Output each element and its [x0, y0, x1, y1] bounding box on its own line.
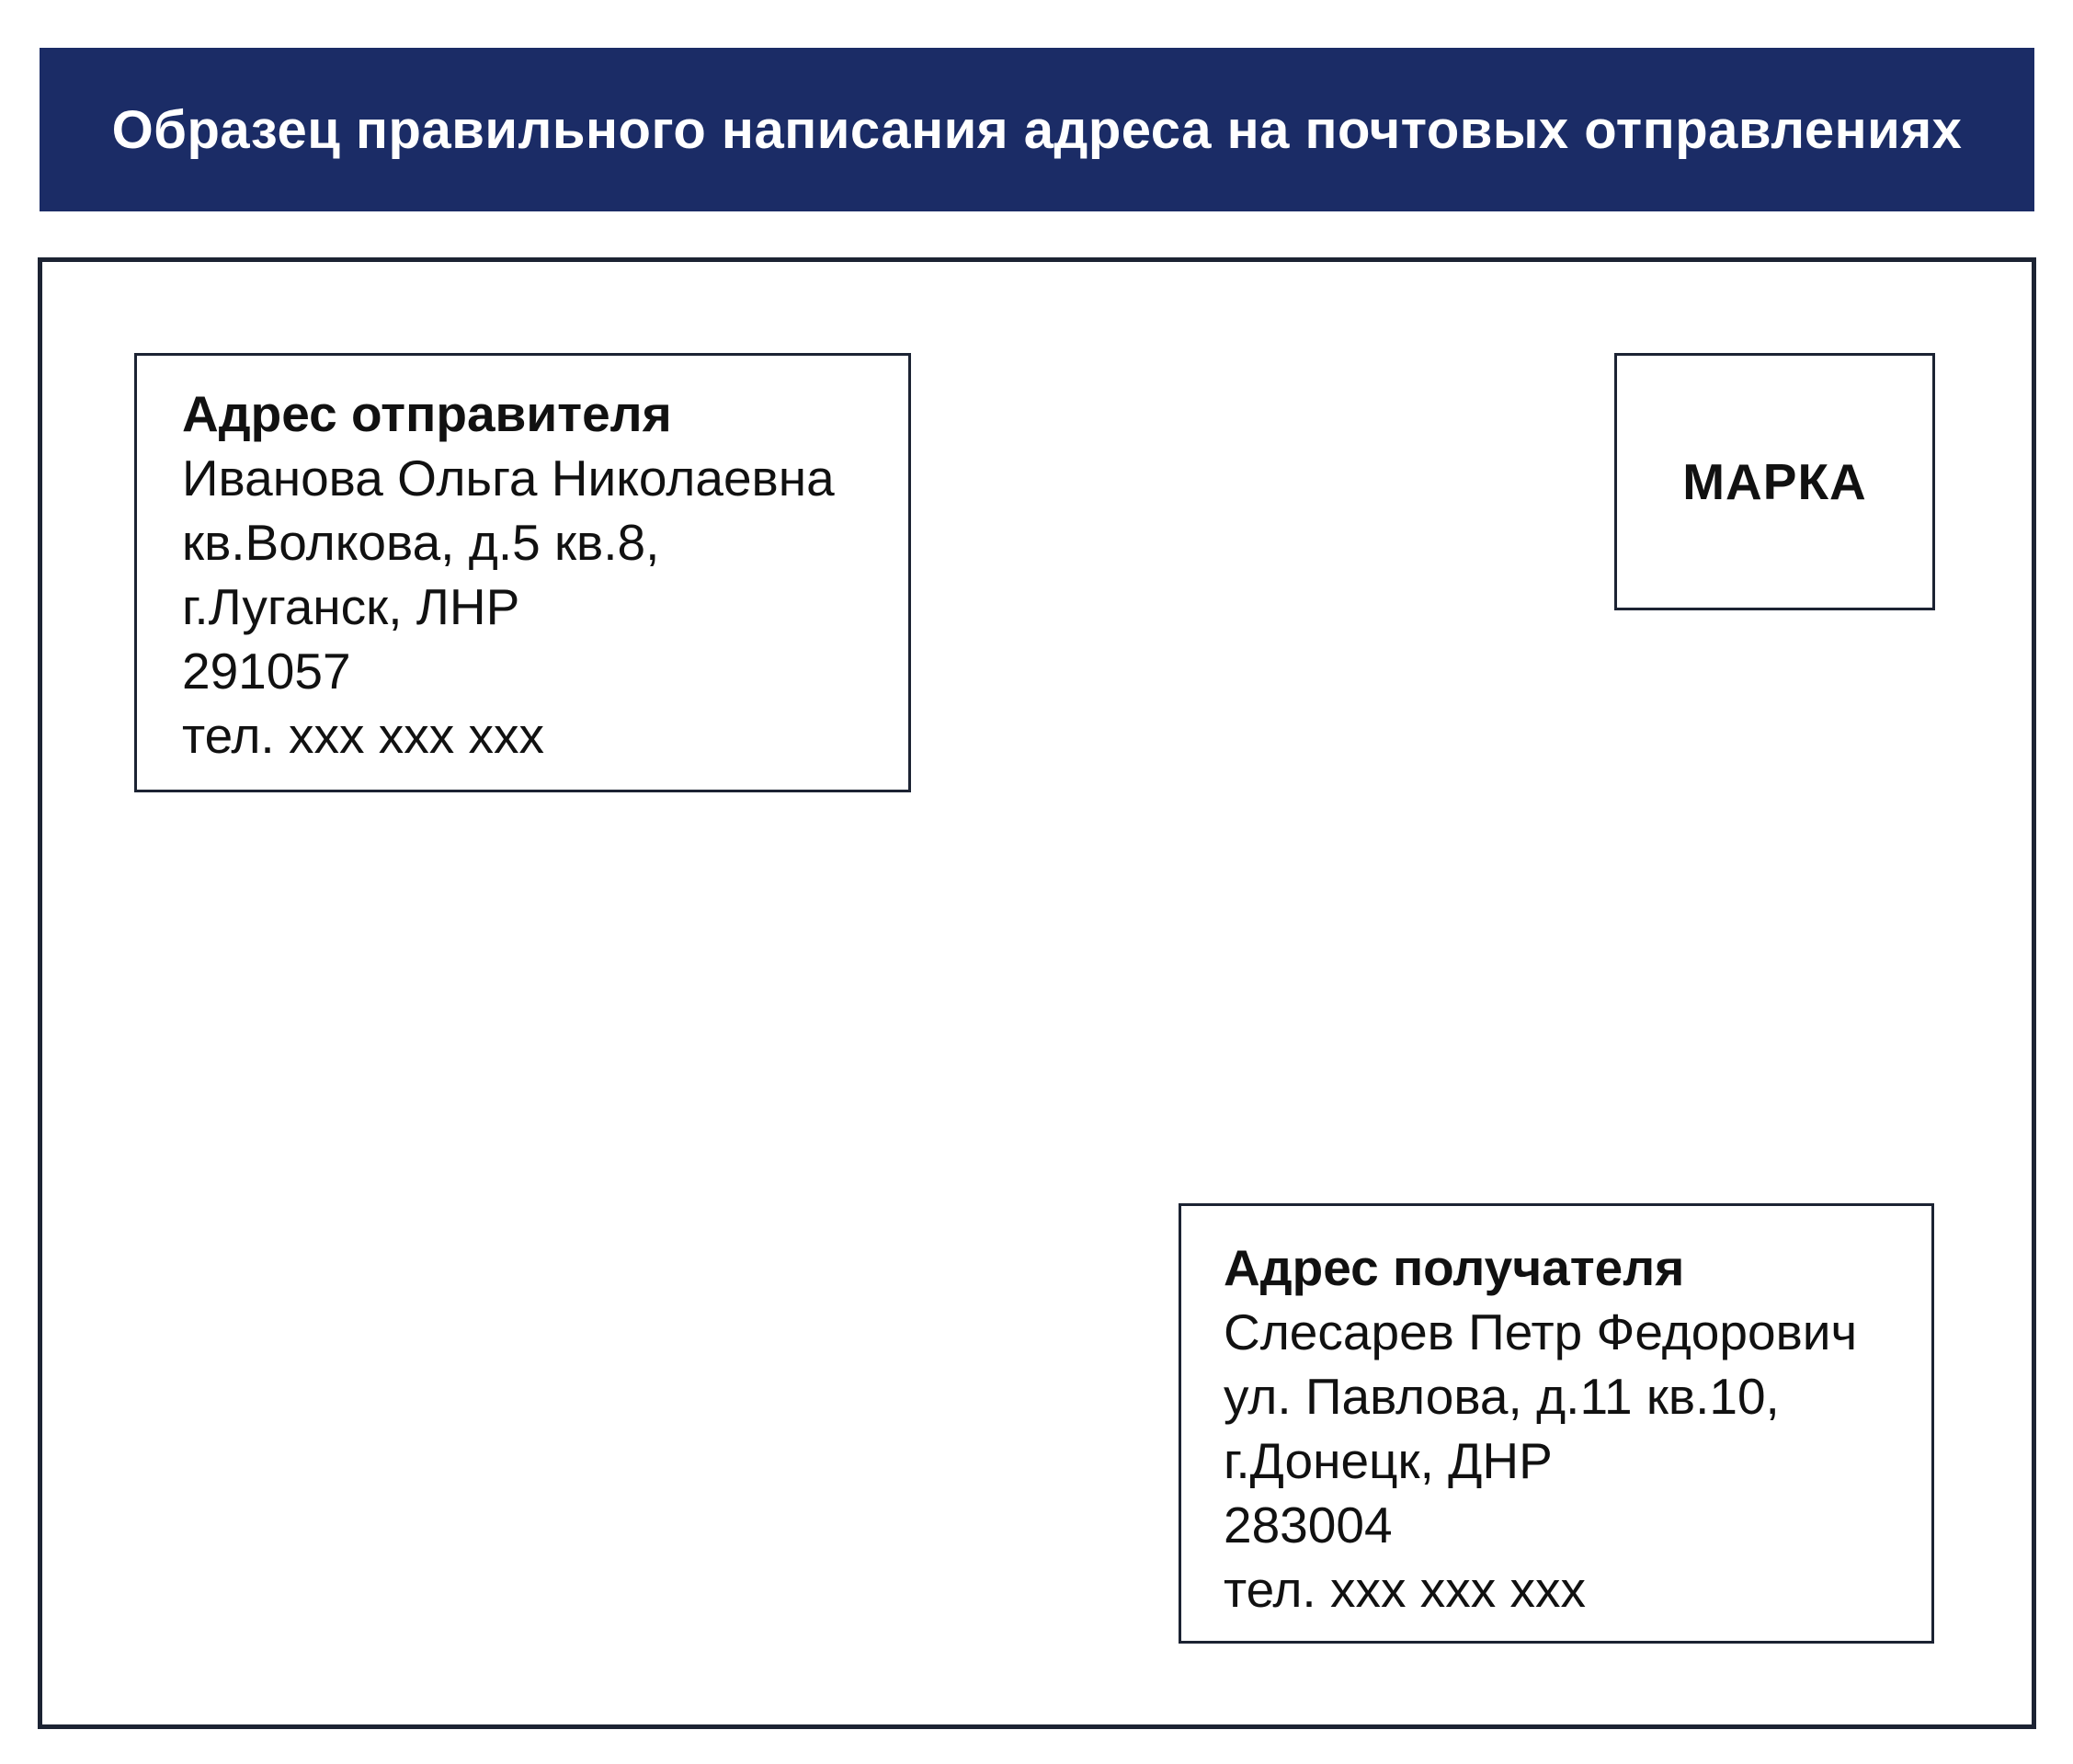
recipient-phone: тел. xxx xxx xxx: [1224, 1561, 1587, 1618]
header-banner: [40, 48, 2034, 211]
sender-postcode: 291057: [182, 643, 351, 700]
recipient-name: Слесарев Петр Федорович: [1224, 1303, 1858, 1360]
sender-name: Иванова Ольга Николаевна: [182, 450, 835, 506]
recipient-postcode: 283004: [1224, 1497, 1393, 1553]
envelope: [38, 257, 2036, 1729]
recipient-address-box: [1179, 1203, 1934, 1644]
recipient-street: ул. Павлова, д.11 кв.10,: [1224, 1368, 1780, 1425]
recipient-city: г.Донецк, ДНР: [1224, 1432, 1553, 1489]
sender-street: кв.Волкова, д.5 кв.8,: [182, 514, 660, 571]
sender-address-box: [134, 353, 911, 792]
stamp-label: МАРКА: [1682, 453, 1867, 510]
sender-city: г.Луганск, ЛНР: [182, 578, 520, 635]
sender-address-title: Адрес отправителя: [182, 385, 672, 442]
stamp-box: [1614, 353, 1935, 610]
sender-phone: тел. xxx xxx xxx: [182, 707, 545, 764]
recipient-address-title: Адрес получателя: [1224, 1239, 1685, 1296]
page-title: Образец правильного написания адреса на почтовых отправлениях: [111, 99, 1963, 160]
